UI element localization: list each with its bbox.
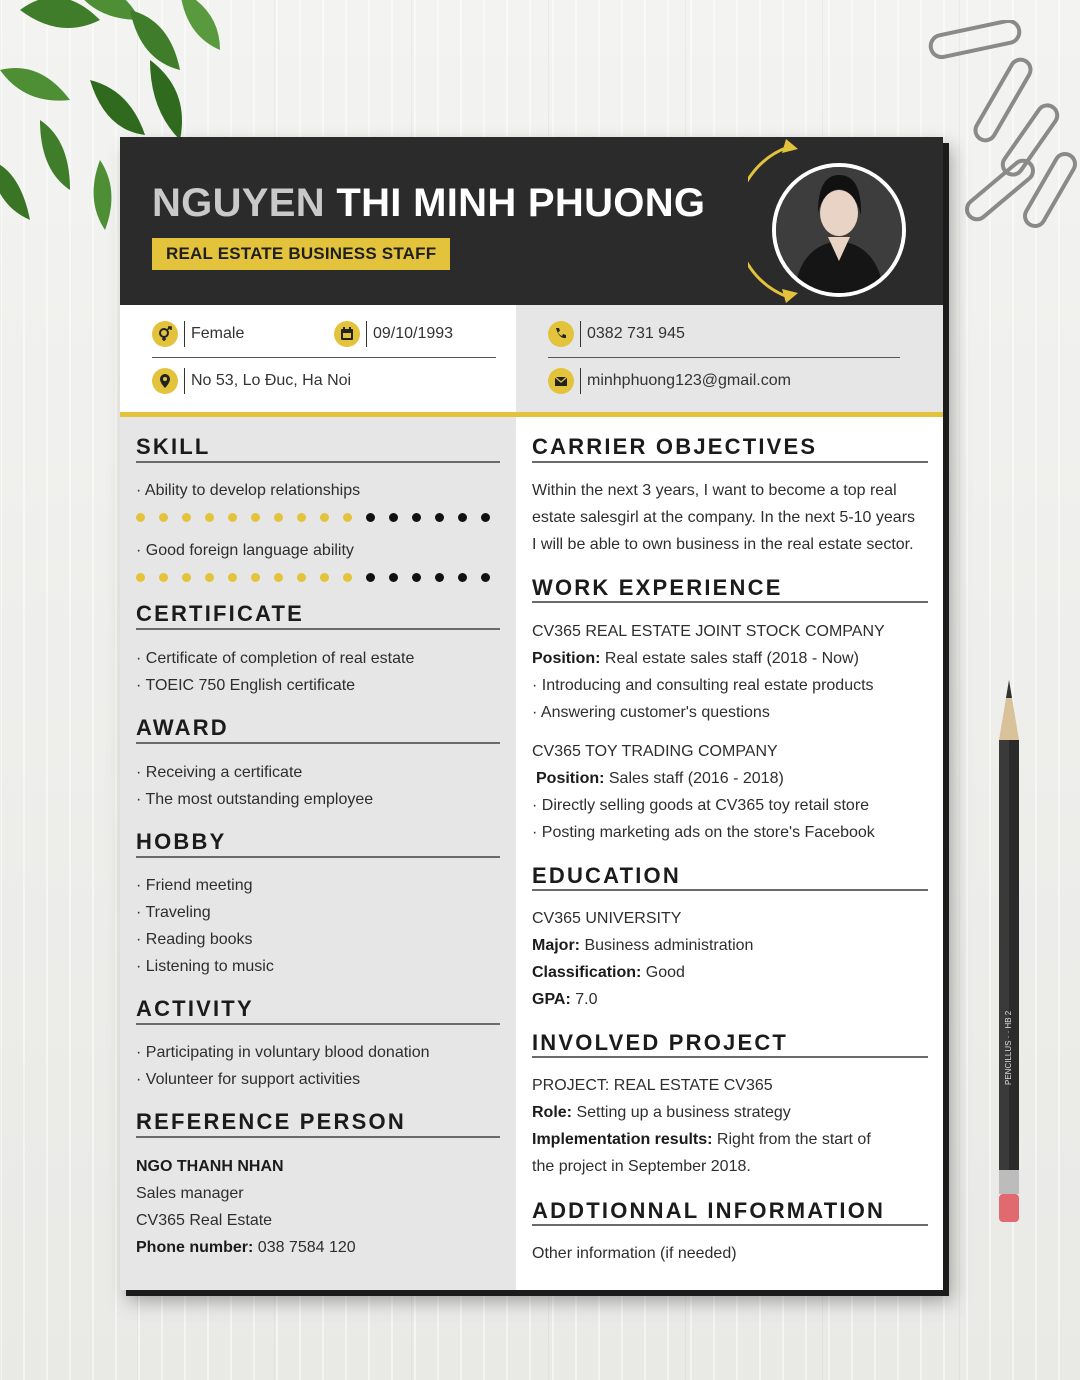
section-rule	[136, 461, 500, 463]
certificate-item: · TOEIC 750 English certificate	[136, 677, 356, 694]
rating-dot-filled	[251, 513, 260, 522]
section-rule	[136, 742, 500, 744]
pencil-decoration	[995, 680, 1023, 1225]
rating-dot-filled	[136, 573, 145, 582]
gender-icon	[152, 321, 178, 347]
certificate-title: CERTIFICATE	[136, 601, 305, 626]
education-gpa-value: 7.0	[570, 991, 598, 1008]
contact-phone[interactable]	[548, 321, 685, 347]
rating-dot-empty	[435, 513, 444, 522]
role-badge: REAL ESTATE BUSINESS STAFF	[152, 238, 450, 270]
separator	[366, 321, 367, 347]
section-rule	[532, 889, 928, 891]
reference-position: Sales manager	[136, 1185, 244, 1202]
rating-dot-empty	[481, 513, 490, 522]
job-position	[536, 770, 784, 788]
contact-rule	[548, 357, 900, 358]
rating-dot-filled	[159, 573, 168, 582]
activity-item: · Volunteer for support activities	[136, 1071, 361, 1088]
project-role-value: Setting up a business strategy	[572, 1104, 791, 1121]
rating-dot-empty	[389, 513, 398, 522]
education-title: EDUCATION	[532, 863, 681, 888]
reference-phone-label: Phone number:	[136, 1239, 254, 1256]
job-task: · Answering customer's questions	[532, 704, 770, 721]
contact-email[interactable]	[548, 368, 791, 394]
rating-dot-filled	[205, 513, 214, 522]
name-first: NGUYEN	[152, 181, 325, 225]
objective-line: Within the next 3 years, I want to become a top real	[532, 482, 897, 499]
resume-header	[120, 137, 943, 305]
email-value: minhphuong123@gmail.com	[587, 372, 791, 389]
phone-icon	[548, 321, 574, 347]
skill-title: SKILL	[136, 434, 211, 459]
rating-dot-filled	[274, 513, 283, 522]
project-role-label: Role:	[532, 1104, 572, 1121]
activity-title: ACTIVITY	[136, 996, 254, 1021]
phone-value: 0382 731 945	[587, 325, 685, 342]
education-gpa	[532, 991, 598, 1009]
education-major-label: Major:	[532, 937, 580, 954]
reference-phone-value: 038 7584 120	[253, 1239, 356, 1256]
education-school: CV365 UNIVERSITY	[532, 910, 682, 927]
objective-line: estate salesgirl at the company. In the next 5-10 years	[532, 509, 916, 526]
section-rule	[532, 1224, 928, 1226]
education-major-value: Business administration	[580, 937, 754, 954]
section-rule	[532, 601, 928, 603]
rating-dot-empty	[458, 513, 467, 522]
project-result-value: Right from the start of	[712, 1131, 871, 1148]
rating-dot-filled	[228, 513, 237, 522]
activity-item: · Participating in voluntary blood donation	[136, 1044, 430, 1061]
project-result	[532, 1131, 871, 1149]
reference-name: NGO THANH NHAN	[136, 1158, 284, 1175]
rating-dot-filled	[297, 513, 306, 522]
skill-item: · Ability to develop relationships	[136, 482, 361, 499]
candidate-name	[152, 181, 705, 226]
skill-rating	[136, 513, 504, 522]
objective-line: I will be able to own business in the real estate sector.	[532, 536, 914, 553]
rating-dot-empty	[435, 573, 444, 582]
skill-item: · Good foreign language ability	[136, 542, 354, 559]
rating-dot-empty	[412, 513, 421, 522]
reference-phone	[136, 1239, 356, 1257]
birthday-value: 09/10/1993	[373, 325, 454, 342]
award-item: · The most outstanding employee	[136, 791, 374, 808]
job-position-label: Position:	[536, 770, 605, 787]
rating-dot-filled	[159, 513, 168, 522]
name-rest: THI MINH PHUONG	[336, 181, 706, 225]
additional-title: ADDTIONNAL INFORMATION	[532, 1198, 886, 1223]
project-name: PROJECT: REAL ESTATE CV365	[532, 1077, 773, 1094]
rating-dot-empty	[389, 573, 398, 582]
education-major	[532, 937, 753, 955]
separator	[184, 368, 185, 394]
rating-dot-filled	[343, 573, 352, 582]
rating-dot-filled	[182, 513, 191, 522]
job-position-value: Sales staff (2016 - 2018)	[604, 770, 784, 787]
education-class-value: Good	[641, 964, 685, 981]
contact-rule	[152, 357, 496, 358]
rating-dot-empty	[366, 573, 375, 582]
work-title: WORK EXPERIENCE	[532, 575, 783, 600]
rating-dot-filled	[274, 573, 283, 582]
reference-company: CV365 Real Estate	[136, 1212, 273, 1229]
contact-gender	[152, 321, 244, 347]
project-role	[532, 1104, 791, 1122]
rating-dot-empty	[481, 573, 490, 582]
rating-dot-empty	[412, 573, 421, 582]
job-company: CV365 REAL ESTATE JOINT STOCK COMPANY	[532, 623, 885, 640]
rating-dot-filled	[136, 513, 145, 522]
certificate-item: · Certificate of completion of real estate	[136, 650, 415, 667]
contact-birthday	[334, 321, 453, 347]
calendar-icon	[334, 321, 360, 347]
rating-dot-empty	[458, 573, 467, 582]
location-pin-icon	[152, 368, 178, 394]
separator	[184, 321, 185, 347]
rating-dot-filled	[320, 513, 329, 522]
hobby-title: HOBBY	[136, 829, 227, 854]
envelope-icon	[548, 368, 574, 394]
job-company: CV365 TOY TRADING COMPANY	[532, 743, 778, 760]
section-rule	[532, 1056, 928, 1058]
section-rule	[136, 628, 500, 630]
separator	[580, 321, 581, 347]
section-rule	[532, 461, 928, 463]
address-value: No 53, Lo Đuc, Ha Noi	[191, 372, 352, 389]
rating-dot-filled	[182, 573, 191, 582]
rating-dot-filled	[251, 573, 260, 582]
rating-dot-filled	[320, 573, 329, 582]
job-position-label: Position:	[532, 650, 601, 667]
profile-photo	[772, 163, 906, 297]
job-position-value: Real estate sales staff (2018 - Now)	[600, 650, 859, 667]
rating-dot-filled	[228, 573, 237, 582]
job-task: · Directly selling goods at CV365 toy retail store	[532, 797, 870, 814]
project-result-cont: the project in September 2018.	[532, 1158, 751, 1175]
education-class-label: Classification:	[532, 964, 642, 981]
section-rule	[136, 1023, 500, 1025]
rating-dot-filled	[343, 513, 352, 522]
reference-title: REFERENCE PERSON	[136, 1109, 406, 1134]
section-rule	[136, 856, 500, 858]
objectives-title: CARRIER OBJECTIVES	[532, 434, 818, 459]
separator	[580, 368, 581, 394]
skill-rating	[136, 573, 504, 582]
award-item: · Receiving a certificate	[136, 764, 303, 781]
education-classification	[532, 964, 685, 982]
pencil-brand: PENCILLUS · · HB 2	[1004, 1010, 1013, 1085]
gender-value: Female	[191, 325, 245, 342]
contact-address	[152, 368, 351, 394]
job-position	[532, 650, 859, 668]
job-task: · Introducing and consulting real estate products	[532, 677, 874, 694]
education-gpa-label: GPA:	[532, 991, 571, 1008]
section-rule	[136, 1136, 500, 1138]
additional-text: Other information (if needed)	[532, 1245, 737, 1262]
hobby-item: · Traveling	[136, 904, 211, 921]
rating-dot-filled	[205, 573, 214, 582]
resume-sheet	[120, 137, 943, 1290]
rating-dot-filled	[297, 573, 306, 582]
job-task: · Posting marketing ads on the store's Facebook	[532, 824, 875, 841]
award-title: AWARD	[136, 715, 229, 740]
rating-dot-empty	[366, 513, 375, 522]
hobby-item: · Friend meeting	[136, 877, 253, 894]
hobby-item: · Reading books	[136, 931, 253, 948]
project-result-label: Implementation results:	[532, 1131, 713, 1148]
hobby-item: · Listening to music	[136, 958, 274, 975]
project-title: INVOLVED PROJECT	[532, 1030, 789, 1055]
